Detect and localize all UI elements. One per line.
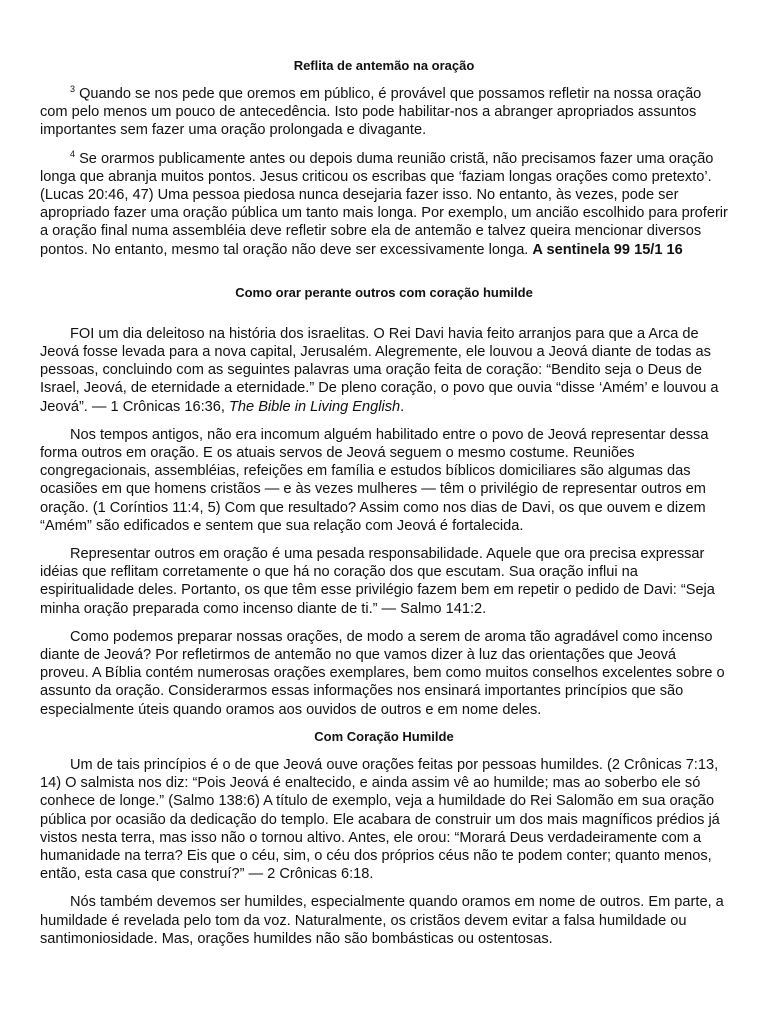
section-heading: Reflita de antemão na oração: [293, 58, 475, 73]
paragraph-4: [40, 150, 728, 259]
document-page: [40, 57, 728, 948]
paragraph: Como podemos preparar nossas orações, de modo a serem de aroma tão agradável como incenso diante de Jeová? Por refletirmos de antemão no que vamos dizer à luz das orientações que Jeová proveu. A Bíblia contém numerosas orações exemplares, bem como muitos conselhos excelentes sobre o assunto da oração. Considerarmos essas informações nos ensinará importantes princípios que são especialmente úteis quando oramos aos ouvidos de outros e em nome deles.: [40, 628, 725, 718]
paragraph: Nós também devemos ser humildes, especialmente quando oramos em nome de outros. Em parte, a humildade é revelada pelo tom da voz. Naturalmente, os cristãos devem evitar a falsa humildade ou santimoniosidade. Mas, orações humildes não são bombásticas ou ostentosas.: [40, 894, 724, 947]
paragraph: Nos tempos antigos, não era incomum alguém habilitado entre o povo de Jeová representar dessa forma outros em oração. E os atuais servos de Jeová seguem o mesmo costume. Reuniões congregacionais, assembléias, refeições em família e estudos bíblicos domiciliares são algumas das ocasiões em que homens cristãos — e às vezes mulheres — têm o privilégio de representar outros em oração. (1 Coríntios 11:4, 5) Com que resultado? Assim como nos dias de Davi, os que ouvem e dizem “Amém” são edificados e sentem que sua relação com Jeová é fortalecida.: [40, 426, 709, 534]
paragraph: Um de tais princípios é o de que Jeová ouve orações feitas por pessoas humildes. (2 Crônicas 7:13, 14) O salmista nos diz: “Pois Jeová é enaltecido, e ainda assim vê ao humilde; mas ao soberbo ele só conhece de longe.” (Salmo 138:6) A título de exemplo, veja a humildade do Rei Salomão em sua oração pública por ocasião da dedicação do templo. Ele acabara de construir um dos mais magníficos prédios já vistos nesta terra, mas isso não o tornou altivo. Antes, ele orou: “Morará Deus verdadeiramente com a humanidade na terra? Eis que o céu, sim, o céu dos próprios céus não te podem conter; quanto menos, então, esta casa que construí?” — 2 Crônicas 6:18.: [40, 756, 720, 883]
section-heading: Com Coração Humilde: [314, 728, 454, 744]
source-reference: A sentinela 99 15/1 16: [532, 241, 683, 258]
paragraph: Representar outros em oração é uma pesada responsabilidade. Aquele que ora precisa expressar idéias que reflitam corretamente o que há no coração dos que escutam. Sua oração influi na espiritualidade deles. Portanto, os que têm esse privilégio fazem bem em repetir o pedido de Davi: “Seja minha oração preparada como incenso diante de ti.” — Salmo 141:2.: [40, 546, 715, 617]
section-heading: Como orar perante outros com coração humilde: [235, 284, 533, 300]
paragraph-number: 3: [70, 84, 76, 95]
paragraph-text: FOI um dia deleitoso na história dos israelitas. O Rei Davi havia feito arranjos para que a Arca de Jeová fosse levada para a nova capital, Jerusalém. Alegremente, ele louvou a Jeová diante de todas as pessoas, concluindo com as seguintes palavras uma oração feita de coração: “Bendito seja o Deus de Israel, Jeová, de eternidade a eternidade.” De pleno coração, o povo que ouvia “disse ‘Amém’ e louvou a Jeová”. — 1 Crônicas 16:36,: [40, 325, 719, 415]
paragraph-3: [40, 85, 728, 140]
paragraph-text: Quando se nos pede que oremos em público, é provável que possamos refletir na nossa oração com pelo menos um pouco de antecedência. Isto pode habilitar-nos a abranger apropriados assuntos importantes sem fazer uma oração prolongada e divagante.: [40, 86, 702, 139]
book-title: The Bible in Living English: [229, 398, 401, 415]
paragraph-end: .: [400, 398, 405, 415]
paragraph: [40, 325, 728, 416]
paragraph-text: Se orarmos publicamente antes ou depois duma reunião cristã, não precisamos fazer uma oração longa que abranja muitos pontos. Jesus criticou os escribas que ‘faziam longas orações como pretexto’. (Lucas 20:46, 47) Uma pessoa piedosa nunca desejaria fazer isso. No entanto, às vezes, pode ser apropriado fazer uma oração pública um tanto mais longa. Por exemplo, um ancião escolhido para proferir a oração final numa assembléia deve refletir sobre ela de antemão e talvez queira mencionar diversos pontos. No entanto, mesmo tal oração não deve ser excessivamente longa.: [40, 150, 728, 258]
paragraph-number: 4: [70, 148, 76, 159]
